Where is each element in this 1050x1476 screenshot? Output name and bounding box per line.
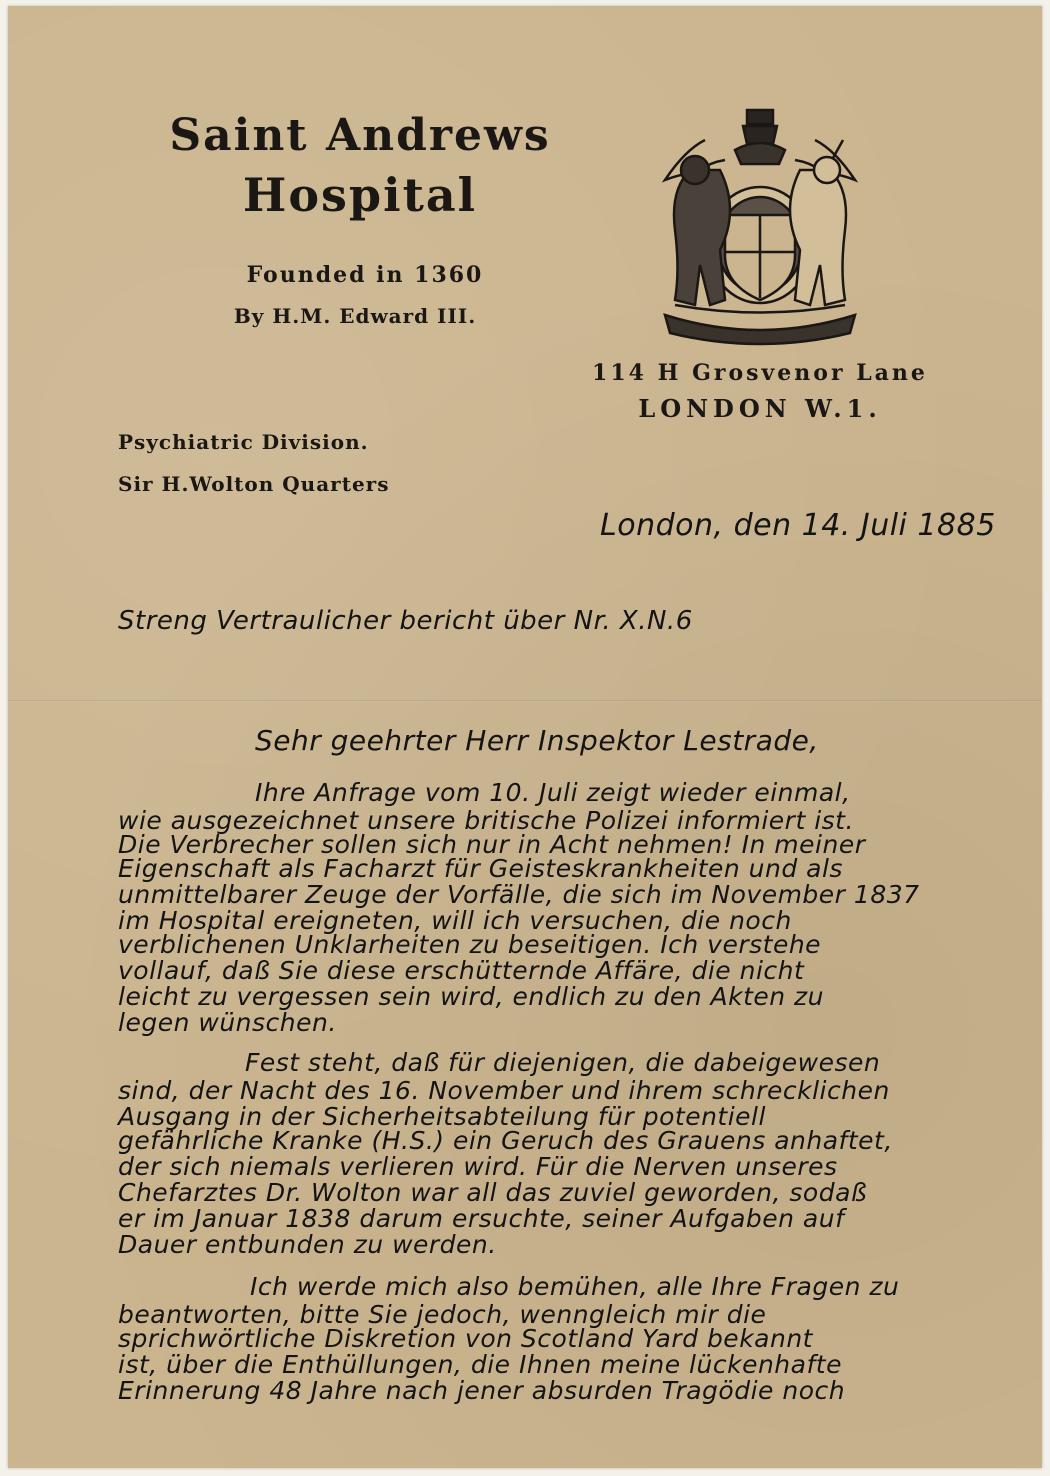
paper-fold bbox=[8, 700, 1042, 702]
body-line: leicht zu vergessen sein wird, endlich zu den Akten zu bbox=[118, 982, 825, 1011]
body-line: Eigenschaft als Facharzt für Geisteskrankheiten und als bbox=[118, 854, 843, 883]
body-line: er im Januar 1838 darum ersuchte, seiner Aufgaben auf bbox=[118, 1204, 845, 1233]
body-line: sprichwörtliche Diskretion von Scotland Yard bekannt bbox=[118, 1324, 813, 1353]
body-line: Fest steht, daß für diejenigen, die dabeigewesen bbox=[245, 1048, 881, 1077]
body-line: beantworten, bitte Sie jedoch, wenngleich mir die bbox=[118, 1300, 767, 1329]
body-line: wie ausgezeichnet unsere britische Polizei informiert ist. bbox=[118, 806, 854, 835]
body-line: Ausgang in der Sicherheitsabteilung für potentiell bbox=[118, 1102, 766, 1131]
founded-line: Founded in 1360 bbox=[246, 262, 484, 288]
body-line: unmittelbarer Zeuge der Vorfälle, die sich im November 1837 bbox=[118, 880, 920, 909]
hospital-name-line1: Saint Andrews bbox=[169, 110, 551, 161]
body-line: vollauf, daß Sie diese erschütternde Affäre, die nicht bbox=[118, 956, 805, 985]
address-city: LONDON W.1. bbox=[638, 394, 882, 423]
body-line: ist, über die Enthüllungen, die Ihnen meine lückenhafte bbox=[118, 1350, 842, 1379]
body-line: Ihre Anfrage vom 10. Juli zeigt wieder einmal, bbox=[255, 778, 851, 807]
body-line: Dauer entbunden zu werden. bbox=[118, 1230, 497, 1259]
body-line: Die Verbrecher sollen sich nur in Acht nehmen! In meiner bbox=[118, 830, 866, 859]
body-line: legen wünschen. bbox=[118, 1008, 337, 1037]
letter-subject: Streng Vertraulicher bericht über Nr. X.N.6 bbox=[118, 606, 693, 636]
body-line: gefährliche Kranke (H.S.) ein Geruch des Grauens anhaftet, bbox=[118, 1126, 893, 1155]
body-line: im Hospital ereigneten, will ich versuchen, die noch bbox=[118, 906, 792, 935]
founder-line: By H.M. Edward III. bbox=[233, 304, 477, 328]
body-line: sind, der Nacht des 16. November und ihrem schrecklichen bbox=[118, 1076, 890, 1105]
body-line: Chefarztes Dr. Wolton war all das zuviel geworden, sodaß bbox=[118, 1178, 868, 1207]
letter-date: London, den 14. Juli 1885 bbox=[600, 508, 996, 543]
royal-coat-of-arms-icon bbox=[635, 100, 885, 350]
hospital-name-line2: Hospital bbox=[242, 168, 478, 222]
body-line: Ich werde mich also bemühen, alle Ihre Fragen zu bbox=[250, 1272, 900, 1301]
body-line: der sich niemals verlieren wird. Für die Nerven unseres bbox=[118, 1152, 838, 1181]
body-line: Erinnerung 48 Jahre nach jener absurden Tragödie noch bbox=[118, 1376, 846, 1405]
division-line: Psychiatric Division. bbox=[118, 430, 369, 454]
letter-salutation: Sehr geehrter Herr Inspektor Lestrade, bbox=[255, 724, 819, 757]
body-line: verblichenen Unklarheiten zu beseitigen. Ich verstehe bbox=[118, 930, 822, 959]
quarters-line: Sir H.Wolton Quarters bbox=[118, 472, 390, 496]
address-street: 114 H Grosvenor Lane bbox=[592, 360, 928, 386]
